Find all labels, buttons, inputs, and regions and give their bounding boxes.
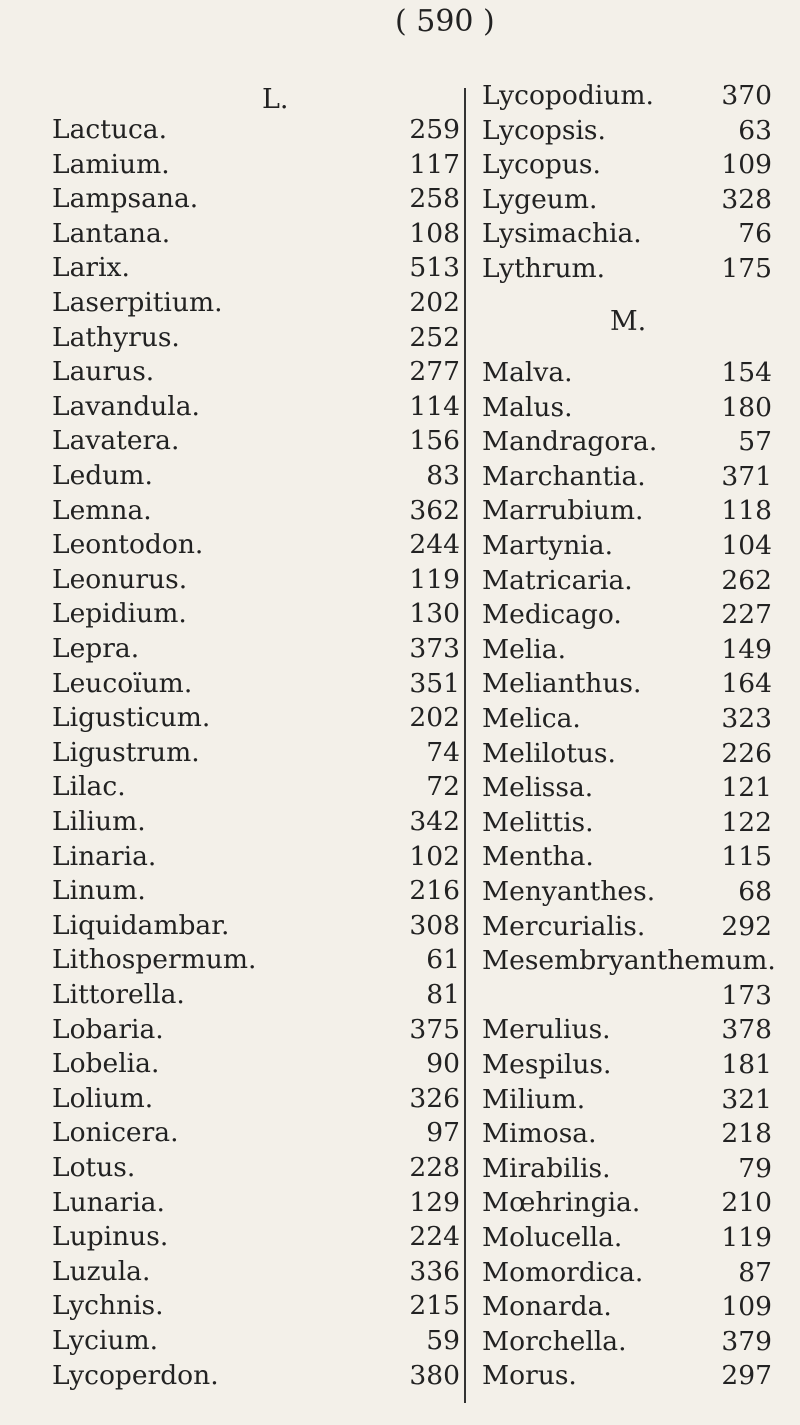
entry-page: 371 <box>721 460 772 492</box>
index-entry <box>52 633 460 667</box>
index-entry <box>482 738 772 772</box>
entry-name: Lycopsis. <box>482 114 606 146</box>
index-entry <box>482 392 772 426</box>
index-entry <box>482 218 772 252</box>
entry-page: 226 <box>721 737 772 769</box>
entry-name: Leucoïum. <box>52 667 193 699</box>
entry-page: 181 <box>721 1049 772 1080</box>
entry-name: Lycopodium. <box>482 80 654 111</box>
entry-name: Lygeum. <box>482 183 598 215</box>
entry-name: Ledum. <box>52 460 153 491</box>
index-entry <box>52 114 460 148</box>
index-entry <box>52 875 460 909</box>
index-entry <box>52 1290 460 1324</box>
entry-page: 215 <box>409 1290 460 1322</box>
entry-name: Ligusticum. <box>52 702 211 734</box>
index-entry <box>52 564 460 598</box>
entry-name: Luzula. <box>52 1255 151 1287</box>
entry-name: Milium. <box>482 1083 586 1115</box>
index-entry <box>52 1221 460 1255</box>
entry-name: Martynia. <box>482 530 613 561</box>
index-entry <box>482 115 772 149</box>
entry-name: Momordica. <box>482 1256 644 1288</box>
index-entry <box>482 565 772 599</box>
entry-name: Lunaria. <box>52 1186 165 1218</box>
index-entry <box>482 807 772 841</box>
entry-page: 175 <box>721 253 772 284</box>
entry-page: 87 <box>738 1256 772 1288</box>
entry-name: Morus. <box>482 1360 577 1392</box>
index-entry <box>52 1048 460 1082</box>
entry-name: Lithospermum. <box>52 944 257 976</box>
section-heading-l: L. <box>262 84 289 115</box>
index-entry <box>482 253 772 287</box>
entry-name: Lobelia. <box>52 1048 160 1080</box>
index-entry <box>52 183 460 217</box>
index-entry <box>482 1153 772 1187</box>
entry-page: 513 <box>409 252 460 284</box>
entry-page: 202 <box>409 702 460 734</box>
entry-name: Monarda. <box>482 1291 612 1323</box>
entry-page: 114 <box>409 390 460 422</box>
entry-page: 180 <box>721 391 772 423</box>
index-entry <box>482 634 772 668</box>
entry-name: Laurus. <box>52 356 155 388</box>
entry-page: 224 <box>409 1221 460 1253</box>
entry-page: 108 <box>409 217 460 249</box>
index-entry <box>482 530 772 564</box>
index-entry <box>52 1256 460 1290</box>
entry-page: 115 <box>721 841 772 873</box>
entry-page: 336 <box>409 1255 460 1287</box>
entry-page: 109 <box>721 149 772 181</box>
index-entry <box>482 911 772 945</box>
entry-name: Menyanthes. <box>482 876 656 907</box>
index-entry <box>52 598 460 632</box>
entry-page: 90 <box>426 1048 460 1080</box>
entry-page: 378 <box>721 1014 772 1046</box>
entry-name: Leonurus. <box>52 563 188 595</box>
index-entry <box>52 1014 460 1048</box>
entry-name: Lycoperdon. <box>52 1359 219 1391</box>
index-entry <box>52 287 460 321</box>
entry-page: 154 <box>721 357 772 388</box>
index-entry <box>52 1117 460 1151</box>
index-entry <box>482 876 772 910</box>
index-entry <box>52 252 460 286</box>
entry-name: Melittis. <box>482 806 594 838</box>
entry-page: 351 <box>409 667 460 699</box>
entry-page: 373 <box>409 633 460 664</box>
index-entry <box>52 737 460 771</box>
entry-page: 323 <box>721 703 772 734</box>
entry-name: Malus. <box>482 391 573 423</box>
column-divider <box>464 88 466 1403</box>
entry-page: 326 <box>409 1082 460 1114</box>
index-entry <box>52 806 460 840</box>
entry-name: Mesembryanthemum. <box>482 945 776 977</box>
entry-page: 227 <box>721 599 772 631</box>
entry-page: 292 <box>721 910 772 942</box>
entry-page: 72 <box>426 771 460 803</box>
entry-name: Lamium. <box>52 148 170 180</box>
entry-page: 297 <box>721 1360 772 1392</box>
index-entry <box>482 184 772 218</box>
entry-page: 202 <box>409 287 460 318</box>
entry-page: 156 <box>409 425 460 457</box>
entry-page: 76 <box>738 218 772 250</box>
entry-page: 122 <box>721 806 772 838</box>
entry-page: 216 <box>409 875 460 907</box>
entry-page: 119 <box>409 563 460 595</box>
entry-page: 328 <box>721 183 772 215</box>
entry-name: Melianthus. <box>482 668 642 700</box>
entry-page: 244 <box>409 529 460 561</box>
entry-page: 104 <box>721 530 772 561</box>
entry-name: Lactuca. <box>52 114 168 145</box>
index-entry <box>52 1325 460 1359</box>
entry-page: 228 <box>409 1152 460 1183</box>
index-entry <box>482 1257 772 1291</box>
entry-page: 277 <box>409 356 460 388</box>
entry-page: 63 <box>738 114 772 146</box>
index-entry <box>52 322 460 356</box>
entry-page: 81 <box>426 979 460 1010</box>
entry-name: Lythrum. <box>482 253 606 284</box>
entry-name: Lycopus. <box>482 149 601 181</box>
entry-name: Lobaria. <box>52 1013 164 1045</box>
entry-page: 57 <box>738 426 772 458</box>
index-entry <box>482 599 772 633</box>
entry-page: 61 <box>426 944 460 976</box>
index-entry <box>52 218 460 252</box>
entry-name: Lantana. <box>52 217 171 249</box>
index-entry <box>482 668 772 702</box>
entry-name: Molucella. <box>482 1222 623 1253</box>
index-entry <box>482 703 772 737</box>
entry-name: Ligustrum. <box>52 736 200 768</box>
index-entry <box>52 1083 460 1117</box>
entry-name: Leontodon. <box>52 529 204 561</box>
entry-name: Lotus. <box>52 1152 136 1183</box>
entry-name: Lupinus. <box>52 1221 169 1253</box>
index-entry <box>52 771 460 805</box>
entry-name: Larix. <box>52 252 130 284</box>
entry-name: Mentha. <box>482 841 594 873</box>
entry-name: Lemna. <box>52 494 152 526</box>
entry-name: Lavatera. <box>52 425 180 457</box>
index-entry <box>52 944 460 978</box>
index-entry <box>52 979 460 1013</box>
entry-name: Medicago. <box>482 599 622 631</box>
entry-page: 173 <box>721 979 772 1011</box>
index-entry <box>52 668 460 702</box>
entry-name: Merulius. <box>482 1014 611 1046</box>
entry-name: Melia. <box>482 633 566 665</box>
entry-page: 102 <box>409 840 460 872</box>
entry-name: Lepidium. <box>52 598 187 630</box>
entry-page: 68 <box>738 876 772 907</box>
index-entry <box>482 426 772 460</box>
section-heading-m: M. <box>610 306 647 337</box>
entry-name: Littorella. <box>52 979 185 1010</box>
entry-page: 362 <box>409 494 460 526</box>
entry-name: Marrubium. <box>482 495 644 527</box>
index-entry <box>52 391 460 425</box>
entry-name: Liquidambar. <box>52 909 230 941</box>
entry-name: Malva. <box>482 357 573 388</box>
entry-name: Lathyrus. <box>52 321 180 353</box>
index-entry <box>482 1084 772 1118</box>
entry-page: 252 <box>409 321 460 353</box>
entry-page: 149 <box>721 633 772 665</box>
entry-name: Laserpitium. <box>52 287 223 318</box>
entry-page: 308 <box>409 909 460 941</box>
entry-page: 83 <box>426 460 460 491</box>
index-entry <box>482 945 776 1014</box>
entry-name: Mercurialis. <box>482 910 646 942</box>
index-entry <box>482 772 772 806</box>
entry-name: Lolium. <box>52 1082 154 1114</box>
entry-name: Lilium. <box>52 806 146 837</box>
entry-page: 118 <box>721 495 772 527</box>
entry-page: 262 <box>721 564 772 596</box>
entry-name: Linum. <box>52 875 146 907</box>
index-entry <box>482 1360 772 1394</box>
entry-name: Melica. <box>482 703 581 734</box>
entry-page: 117 <box>409 148 460 180</box>
entry-name: Mimosa. <box>482 1118 597 1150</box>
entry-page: 121 <box>721 772 772 804</box>
entry-name: Marchantia. <box>482 460 646 492</box>
entry-name: Matricaria. <box>482 564 633 596</box>
entry-name: Morchella. <box>482 1325 627 1357</box>
index-entry <box>52 460 460 494</box>
index-entry <box>482 149 772 183</box>
entry-name: Lepra. <box>52 633 140 664</box>
entry-page: 79 <box>738 1152 772 1184</box>
entry-name: Lysimachia. <box>482 218 642 250</box>
entry-page: 109 <box>721 1291 772 1323</box>
entry-page: 129 <box>409 1186 460 1218</box>
index-entry <box>52 910 460 944</box>
entry-name: Lilac. <box>52 771 126 803</box>
entry-name: Lychnis. <box>52 1290 164 1322</box>
index-entry <box>482 495 772 529</box>
entry-page: 210 <box>721 1187 772 1219</box>
index-entry <box>52 1187 460 1221</box>
entry-name: Mœhringia. <box>482 1187 641 1219</box>
entry-page: 74 <box>426 736 460 768</box>
entry-name: Linaria. <box>52 840 157 872</box>
index-entry <box>482 1222 772 1256</box>
entry-page: 259 <box>409 114 460 145</box>
index-entry <box>482 1049 772 1083</box>
entry-page: 97 <box>426 1117 460 1149</box>
index-entry <box>52 529 460 563</box>
entry-page: 59 <box>426 1325 460 1356</box>
page-number: ( 590 ) <box>395 4 495 39</box>
entry-name: Melissa. <box>482 772 594 804</box>
index-entry <box>52 149 460 183</box>
index-entry <box>482 1014 772 1048</box>
entry-name: Melilotus. <box>482 737 616 769</box>
index-entry <box>52 425 460 459</box>
index-entry <box>52 1152 460 1186</box>
index-entry <box>52 841 460 875</box>
index-entry <box>482 80 772 114</box>
entry-page: 119 <box>721 1222 772 1253</box>
index-entry <box>482 841 772 875</box>
index-entry <box>482 1326 772 1360</box>
index-entry <box>52 495 460 529</box>
entry-page: 375 <box>409 1013 460 1045</box>
entry-name: Mandragora. <box>482 426 658 458</box>
entry-page: 380 <box>409 1359 460 1391</box>
entry-name: Lonicera. <box>52 1117 179 1149</box>
index-entry <box>482 1118 772 1152</box>
entry-page: 218 <box>721 1118 772 1150</box>
entry-name: Lavandula. <box>52 390 200 422</box>
index-entry <box>482 1291 772 1325</box>
entry-page: 370 <box>721 80 772 111</box>
entry-page: 164 <box>721 668 772 700</box>
index-entry <box>482 357 772 391</box>
entry-name: Mirabilis. <box>482 1152 611 1184</box>
index-entry <box>482 461 772 495</box>
entry-page: 342 <box>409 806 460 837</box>
entry-name: Lampsana. <box>52 183 199 215</box>
index-entry <box>482 1187 772 1221</box>
entry-page: 321 <box>721 1083 772 1115</box>
entry-page: 258 <box>409 183 460 215</box>
entry-name: Lycium. <box>52 1325 159 1356</box>
index-entry <box>52 356 460 390</box>
index-entry <box>52 702 460 736</box>
entry-page: 379 <box>721 1325 772 1357</box>
entry-name: Mespilus. <box>482 1049 612 1080</box>
index-entry <box>52 1360 460 1394</box>
entry-page: 130 <box>409 598 460 630</box>
